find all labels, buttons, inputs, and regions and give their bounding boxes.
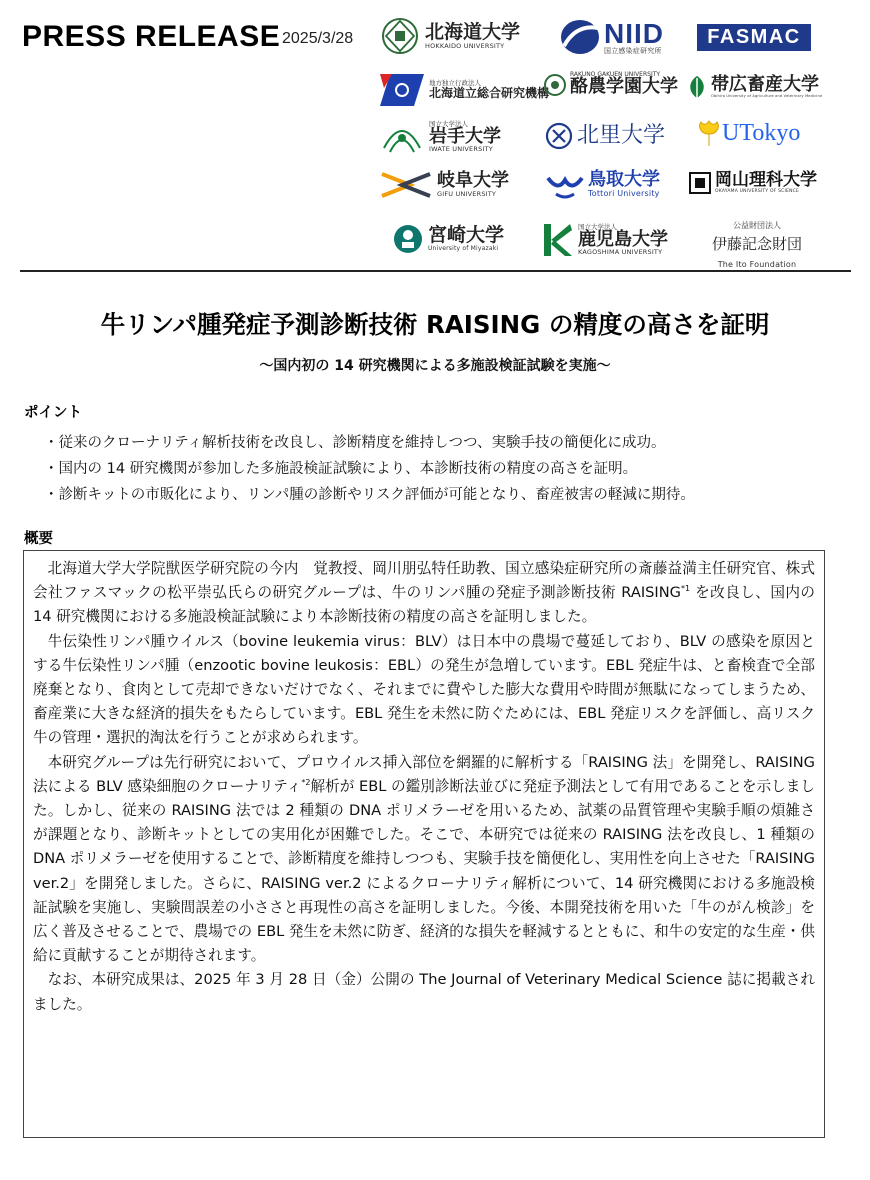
tottori-emblem-icon	[546, 170, 584, 200]
obihiro-logo	[686, 74, 822, 100]
kitasato-name: 北里大学	[577, 123, 666, 149]
rakuno-name: 酪農学園大学	[570, 76, 678, 98]
tottori-en: Tottori University	[588, 189, 660, 199]
point-item: ・ 従来のクローナリティ解析技術を改良し、診断精度を維持しつつ、実験手技の簡便化に成功。	[44, 430, 864, 456]
niid-logo	[558, 16, 664, 58]
miyazaki-emblem-icon	[392, 223, 424, 255]
kagoshima-en: KAGOSHIMA UNIVERSITY	[578, 248, 663, 257]
header-divider	[20, 270, 851, 272]
tottori-name: 鳥取大学	[588, 169, 660, 191]
kitasato-university-logo	[545, 122, 665, 150]
niid-name: NIID	[604, 17, 664, 49]
iwate-name: 岩手大学	[429, 125, 501, 147]
ito-pre: 公益財団法人	[733, 221, 781, 230]
ito-name: 伊藤記念財団	[712, 235, 803, 253]
utokyo-logo	[698, 120, 800, 148]
obihiro-leaf-icon	[686, 74, 708, 100]
hokkaido-name: 北海道大学	[425, 20, 521, 43]
summary-paragraph-3: 本研究グループは先行研究において、プロウイルス挿入部位を網羅的に解析する「RAISING 法」を開発し、RAISING 法による BLV 感染細胞のクローナリティ$^{*2}$解析が EBL の鑑別診断法並びに発症予測法として有用であることを示しました。しかし、従来の RAISING 法では 2 種類の DNA ポリメラーゼを用いるため、試薬の品質管理や実験手順の煩雑さが課題となり、診断キットとしての実用化が困難でした。そこで、本研究では従来の RAISING 法を改良し、1 種類の DNA ポリメラーゼを使用することで、診断精度を維持しつつも、実験手技を簡便化し、実用性を向上させた「RAISING ver.2」を開発しました。さらに、RAISING ver.2 によるクローナリティ解析について、14 研究機関における多施設検証試験を実施し、実験間誤差の小ささと再現性の高さを証明しました。今後、本開発技術を用いた「牛のがん検診」を広く普及させることで、農場での EBL 発生を未然に防ぎ、経済的な損失を軽減するとともに、和牛の安定的な生産・供給に貢献することが期待されます。	[33, 753, 815, 965]
okayama-emblem-icon	[689, 172, 711, 194]
kagoshima-k-icon	[542, 222, 574, 258]
miyazaki-en: University of Miyazaki	[428, 244, 499, 252]
niid-sub: 国立感染症研究所	[604, 47, 662, 56]
okayama-university-of-science-logo	[689, 172, 817, 195]
kagoshima-pre: 国立大学法人	[578, 222, 617, 231]
hro-pre: 地方独立行政法人	[429, 79, 481, 88]
iwate-emblem-icon	[380, 118, 424, 156]
gifu-university-logo	[380, 170, 509, 200]
kagoshima-name: 鹿児島大学	[578, 228, 668, 250]
footnote-ref-2: *2	[301, 777, 311, 787]
summary-box	[23, 550, 825, 1138]
footnote-ref-1: *1	[680, 584, 691, 594]
tottori-university-logo	[546, 170, 660, 200]
gifu-name: 岐阜大学	[437, 170, 509, 192]
utokyo-name: UTokyo	[722, 120, 801, 147]
miyazaki-name: 宮崎大学	[428, 223, 505, 246]
press-release-label: PRESS RELEASE	[22, 20, 281, 53]
hro-emblem-icon	[380, 74, 424, 106]
obihiro-name: 帯広畜産大学	[711, 73, 819, 95]
summary-paragraph-4: なお、本研究成果は、2025 年 3 月 28 日（金）公開の The Journal of Veterinary Medical Science 誌に掲載されました。	[33, 971, 815, 1013]
hokkaido-university-logo	[380, 16, 520, 56]
release-date: 2025/3/28	[282, 30, 354, 47]
hro-logo	[380, 74, 549, 106]
miyazaki-university-logo	[392, 223, 504, 255]
iwate-en: IWATE UNIVERSITY	[429, 145, 493, 154]
summary-paragraph-1: 北海道大学大学院獣医学研究院の今内 覚教授、岡川朋弘特任助教、国立感染症研究所の斎藤益満主任研究官、株式会社ファスマックの松平崇弘氏らの研究グループは、牛のリンパ腫の発症予測診断技術 RAISING$^{*1}$ を改良し、国内の 14 研究機関における多施設検証試験により本診断技術の精度の高さを証明しました。	[33, 560, 815, 626]
kitasato-emblem-icon	[545, 122, 573, 150]
ginkgo-icon	[698, 120, 720, 148]
gifu-en: GIFU UNIVERSITY	[437, 190, 497, 199]
rakuno-logo	[543, 72, 678, 97]
summary-paragraph-2: 牛伝染性リンパ腫ウイルス（bovine leukemia virus：BLV）は日本中の農場で蔓延しており、BLV の感染を原因とする牛伝染性リンパ腫（enzootic bovine leukosis：EBL）の発生が急増しています。EBL 発症牛は、と畜検査で全部廃棄となり、食肉として売却できないだけでなく、それまでに費やした膨大な費用や時間が無駄になってしまうため、畜産業に大きな経済的損失をもたらしています。EBL 発生を未然に防ぐためには、EBL 発症リスクを評価し、高リスク牛の管理・選択的淘汰を行うことが求められます。	[33, 632, 815, 747]
gifu-emblem-icon	[380, 170, 432, 200]
iwate-pre: 国立大学法人	[429, 119, 468, 128]
point-item: ・ 国内の 14 研究機関が参加した多施設検証試験により、本診断技術の精度の高さを証明。	[44, 456, 864, 482]
fasmac-logo: FASMAC	[697, 24, 811, 51]
points-heading: ポイント	[24, 405, 82, 421]
ito-foundation-logo	[712, 220, 802, 269]
hokkaido-en: HOKKAIDO UNIVERSITY	[425, 41, 505, 50]
kagoshima-university-logo	[542, 222, 668, 258]
ito-en: The Ito Foundation	[717, 260, 797, 269]
page-title: 牛リンパ腫発症予測診断技術 RAISING の精度の高さを証明	[100, 310, 770, 339]
points-list	[44, 430, 864, 508]
iwate-university-logo	[380, 118, 501, 156]
rakuno-emblem-icon	[543, 73, 567, 97]
press-header	[0, 0, 870, 272]
hokkaido-emblem-icon	[380, 16, 420, 56]
point-item: ・ 診断キットの市販化により、リンパ腫の診断やリスク評価が可能となり、畜産被害の軽減に期待。	[44, 482, 864, 508]
page-subtitle: 〜国内初の 14 研究機関による多施設検証試験を実施〜	[259, 358, 611, 374]
okayama-en: OKAYAMA UNIVERSITY OF SCIENCE	[715, 188, 800, 194]
okayama-name: 岡山理科大学	[715, 170, 817, 190]
rakuno-pre: RAKUNO GAKUEN UNIVERSITY	[570, 71, 661, 78]
obihiro-en: Obihiro University of Agriculture and Veterinary Medicine	[711, 93, 823, 98]
hro-name: 北海道立総合研究機構	[429, 86, 550, 101]
niid-swoosh-icon	[558, 16, 602, 58]
summary-heading: 概要	[24, 531, 53, 547]
